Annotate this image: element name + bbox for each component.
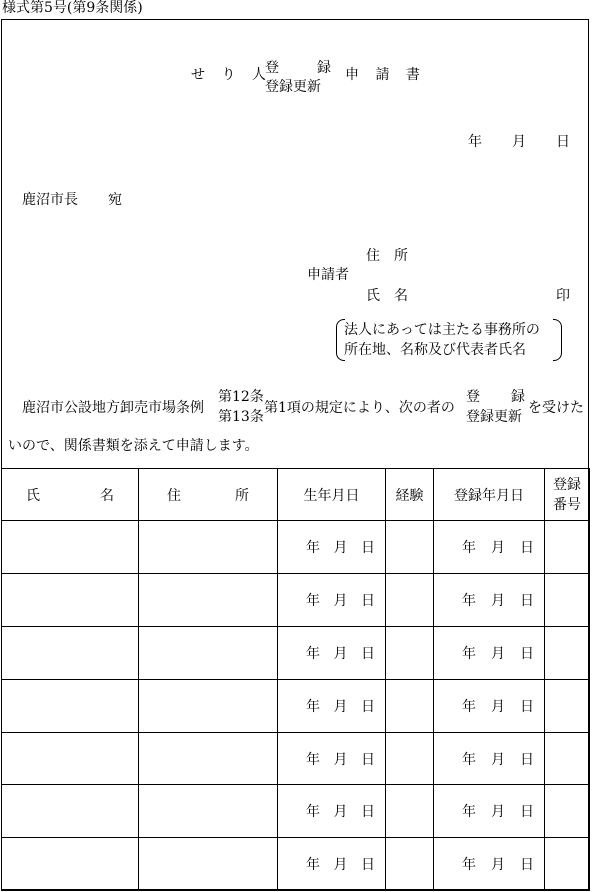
body-touroku-char2: 録 bbox=[511, 389, 525, 405]
cell-birthdate[interactable] bbox=[278, 626, 386, 679]
cell-experience[interactable] bbox=[386, 838, 434, 891]
date-unit-y: 年 bbox=[462, 592, 476, 609]
date-unit-d: 日 bbox=[361, 698, 375, 715]
body-touroku-koushin: 登録更新 bbox=[466, 409, 522, 425]
header-experience: 経験 bbox=[386, 469, 434, 521]
date-unit-d: 日 bbox=[520, 857, 534, 874]
cell-registration-number[interactable] bbox=[545, 626, 590, 679]
title-koushin: 登録更新 bbox=[265, 79, 321, 95]
table-row bbox=[2, 521, 590, 574]
date-month: 月 bbox=[512, 134, 526, 150]
date-unit-d: 日 bbox=[361, 539, 375, 556]
addressee-mayor: 鹿沼市長 bbox=[22, 192, 78, 208]
cell-registration-date[interactable] bbox=[434, 573, 545, 626]
date-unit-m: 月 bbox=[333, 751, 348, 768]
date-unit-m: 月 bbox=[491, 645, 505, 662]
date-unit-m: 月 bbox=[333, 804, 348, 821]
date-unit-m: 月 bbox=[491, 592, 505, 609]
body-text-part3: を受けた bbox=[528, 400, 584, 416]
cell-registration-number[interactable] bbox=[545, 521, 590, 574]
cell-registration-number[interactable] bbox=[545, 785, 590, 838]
header-birthdate: 生年月日 bbox=[278, 469, 386, 521]
table-row bbox=[2, 573, 590, 626]
date-day: 日 bbox=[556, 134, 570, 150]
cell-birthdate[interactable] bbox=[278, 785, 386, 838]
cell-registration-number[interactable] bbox=[545, 732, 590, 785]
date-unit-m: 月 bbox=[491, 804, 505, 821]
body-touroku bbox=[466, 389, 525, 405]
cell-address[interactable] bbox=[139, 785, 278, 838]
cell-registration-date[interactable] bbox=[434, 785, 545, 838]
cell-experience[interactable] bbox=[386, 521, 434, 574]
date-unit-y: 年 bbox=[462, 645, 476, 662]
cell-name[interactable] bbox=[2, 573, 139, 626]
date-unit-y: 年 bbox=[306, 804, 320, 821]
cell-birthdate[interactable] bbox=[278, 521, 386, 574]
date-unit-y: 年 bbox=[462, 804, 476, 821]
date-unit-d: 日 bbox=[520, 592, 534, 609]
cell-name[interactable] bbox=[2, 679, 139, 732]
date-unit-d: 日 bbox=[520, 698, 534, 715]
date-unit-y: 年 bbox=[306, 857, 320, 874]
cell-registration-number[interactable] bbox=[545, 573, 590, 626]
cell-birthdate[interactable] bbox=[278, 573, 386, 626]
cell-birthdate[interactable] bbox=[278, 838, 386, 891]
cell-birthdate[interactable] bbox=[278, 679, 386, 732]
title-prefix: せ り 人 bbox=[191, 67, 272, 83]
cell-registration-date[interactable] bbox=[434, 679, 545, 732]
cell-experience[interactable] bbox=[386, 573, 434, 626]
date-unit-m: 月 bbox=[491, 539, 505, 556]
cell-name[interactable] bbox=[2, 838, 139, 891]
table-row bbox=[2, 626, 590, 679]
applicant-label: 申請者 bbox=[307, 267, 349, 283]
date-unit-d: 日 bbox=[520, 645, 534, 662]
date-unit-d: 日 bbox=[361, 592, 375, 609]
title-touroku bbox=[265, 60, 331, 76]
date-unit-y: 年 bbox=[306, 698, 320, 715]
cell-name[interactable] bbox=[2, 521, 139, 574]
body-touroku-char1: 登 bbox=[466, 389, 480, 405]
date-unit-d: 日 bbox=[361, 857, 375, 874]
title-touroku-char2: 録 bbox=[317, 60, 331, 76]
date-unit-m: 月 bbox=[333, 539, 348, 556]
table-row bbox=[2, 838, 590, 891]
date-unit-d: 日 bbox=[361, 751, 375, 768]
form-number: 様式第5号(第9条関係) bbox=[2, 0, 143, 16]
table-header-row bbox=[2, 469, 590, 521]
cell-name[interactable] bbox=[2, 626, 139, 679]
title-suffix: 申 請 書 bbox=[345, 67, 426, 83]
date-unit-y: 年 bbox=[462, 857, 476, 874]
body-text-part2: 第1項の規定により、次の者の bbox=[264, 400, 455, 416]
title-touroku-char1: 登 bbox=[265, 60, 279, 76]
addressee bbox=[22, 193, 122, 207]
registrants-table bbox=[1, 468, 590, 891]
date-unit-y: 年 bbox=[306, 645, 320, 662]
cell-registration-date[interactable] bbox=[434, 626, 545, 679]
applicant-name-label: 氏 名 bbox=[366, 288, 408, 304]
date-unit-d: 日 bbox=[361, 804, 375, 821]
cell-name[interactable] bbox=[2, 785, 139, 838]
table-row bbox=[2, 679, 590, 732]
cell-address[interactable] bbox=[139, 679, 278, 732]
table-row bbox=[2, 732, 590, 785]
body-article12: 第12条 bbox=[218, 389, 264, 405]
date-unit-y: 年 bbox=[306, 539, 320, 556]
date-year: 年 bbox=[468, 134, 482, 150]
body-text-part4: いので、関係書類を添えて申請します。 bbox=[8, 438, 259, 454]
body-article13: 第13条 bbox=[218, 409, 264, 425]
applicant-address-label: 住 所 bbox=[366, 248, 408, 264]
corporate-note-line2: 所在地、名称及び代表者氏名 bbox=[344, 342, 526, 358]
cell-name[interactable] bbox=[2, 732, 139, 785]
header-registration-number: 登録 番号 bbox=[545, 469, 590, 521]
cell-registration-number[interactable] bbox=[545, 679, 590, 732]
date-unit-m: 月 bbox=[333, 645, 348, 662]
cell-registration-date[interactable] bbox=[434, 838, 545, 891]
corporate-note-line1: 法人にあっては主たる事務所の bbox=[344, 322, 540, 338]
table-body bbox=[2, 521, 590, 891]
addressee-suffix: 宛 bbox=[108, 192, 122, 208]
cell-experience[interactable] bbox=[386, 732, 434, 785]
seal-mark: 印 bbox=[556, 288, 570, 304]
cell-registration-date[interactable] bbox=[434, 521, 545, 574]
date-unit-m: 月 bbox=[333, 592, 348, 609]
cell-address[interactable] bbox=[139, 838, 278, 891]
header-address: 住 所 bbox=[139, 469, 278, 521]
cell-registration-date[interactable] bbox=[434, 732, 545, 785]
date-unit-y: 年 bbox=[306, 751, 320, 768]
cell-address[interactable] bbox=[139, 521, 278, 574]
date-unit-d: 日 bbox=[361, 645, 375, 662]
date-unit-m: 月 bbox=[333, 698, 348, 715]
table-row bbox=[2, 785, 590, 838]
cell-experience[interactable] bbox=[386, 679, 434, 732]
cell-address[interactable] bbox=[139, 573, 278, 626]
date-unit-y: 年 bbox=[462, 698, 476, 715]
cell-address[interactable] bbox=[139, 626, 278, 679]
date-unit-d: 日 bbox=[520, 751, 534, 768]
date-unit-y: 年 bbox=[462, 539, 476, 556]
cell-birthdate[interactable] bbox=[278, 732, 386, 785]
header-name: 氏 名 bbox=[2, 469, 139, 521]
date-unit-m: 月 bbox=[491, 751, 505, 768]
date-unit-d: 日 bbox=[520, 539, 534, 556]
cell-registration-number[interactable] bbox=[545, 838, 590, 891]
date-unit-m: 月 bbox=[491, 857, 505, 874]
cell-experience[interactable] bbox=[386, 785, 434, 838]
date-unit-d: 日 bbox=[520, 804, 534, 821]
body-text-part1: 鹿沼市公設地方卸売市場条例 bbox=[22, 400, 204, 416]
header-registration-date: 登録年月日 bbox=[434, 469, 545, 521]
date-unit-m: 月 bbox=[491, 698, 505, 715]
date-unit-y: 年 bbox=[306, 592, 320, 609]
cell-address[interactable] bbox=[139, 732, 278, 785]
cell-experience[interactable] bbox=[386, 626, 434, 679]
bracket-right bbox=[553, 319, 562, 361]
date-unit-y: 年 bbox=[462, 751, 476, 768]
date-unit-m: 月 bbox=[333, 857, 348, 874]
